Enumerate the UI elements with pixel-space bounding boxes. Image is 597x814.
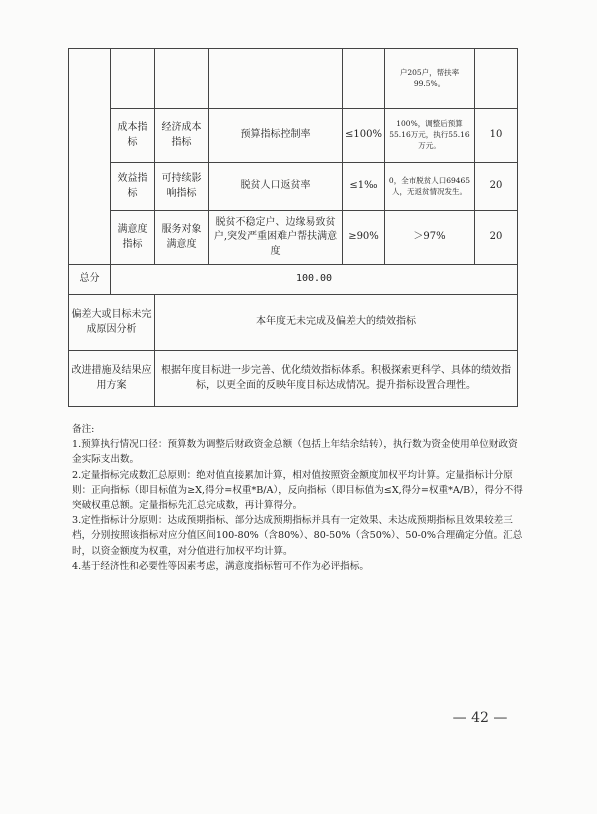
table-cell-target: ≤1‰ — [343, 163, 385, 211]
table-cell-blank — [343, 49, 385, 109]
performance-table — [68, 48, 518, 407]
note-item: 1.预算执行情况口径：预算数为调整后财政资金总额（包括上年结余结转），执行数为资金使用单位财政资金实际支出数。 — [72, 439, 518, 466]
table-row-total — [69, 265, 518, 295]
note-item: 4.基于经济性和必要性等因素考虑，满意度指标暂可不作为必评指标。 — [72, 560, 369, 572]
table-row — [69, 211, 518, 265]
table-row-improvement — [69, 351, 518, 407]
note-item: 2.定量指标完成数汇总原则：绝对值直接累加计算，相对值按照资金额度加权平均计算。定量指标计分原则：正向指标（即目标值为≥X,得分=权重*B/A），反向指标（即目标值为≤X,得分=权重*A/B），得分不得突破权重总额。定量指标先汇总完成数，再计算得分。 — [72, 469, 523, 512]
table-row — [69, 109, 518, 163]
notes-heading: 备注: — [72, 424, 95, 435]
table-row-deviation — [69, 295, 518, 351]
table-cell-blank — [475, 49, 518, 109]
table-cell-blank — [111, 49, 155, 109]
table-cell-level2: 经济成本指标 — [155, 109, 209, 163]
table-cell-level2: 服务对象满意度 — [155, 211, 209, 265]
table-cell-actual: ＞97% — [385, 211, 475, 265]
table-cell-actual: 100%，调整后预算55.16万元，执行55.16万元。 — [385, 109, 475, 163]
table-cell-indicator: 脱贫不稳定户、边缘易致贫户,突发严重困难户帮扶满意度 — [209, 211, 343, 265]
table-cell-score: 20 — [475, 163, 518, 211]
table-cell-actual: 户205户，帮扶率99.5%。 — [385, 49, 475, 109]
table-cell-indicator: 脱贫人口返贫率 — [209, 163, 343, 211]
table-cell-actual: 0，全市脱贫人口69465人，无返贫情况发生。 — [385, 163, 475, 211]
total-label: 总分 — [69, 265, 111, 295]
page-number: — 42 — — [452, 710, 508, 726]
note-item: 3.定性指标计分原则：达成预期指标、部分达成预期指标并具有一定效果、未达成预期指标且效果较差三档，分别按照该指标对应分值区间100-80%（含80%）、80-50%（含50%）、50-0%合理确定分值。汇总时，以资金额度为权重，对分值进行加权平均计算。 — [72, 515, 523, 557]
deviation-label: 偏差大或目标未完成原因分析 — [69, 295, 155, 351]
table-cell-score: 20 — [475, 211, 518, 265]
table-cell-score: 10 — [475, 109, 518, 163]
improvement-label: 改进措施及结果应用方案 — [69, 351, 155, 407]
table-cell-indicator: 预算指标控制率 — [209, 109, 343, 163]
table-cell-blank — [209, 49, 343, 109]
table-row — [69, 49, 518, 109]
table-cell-target: ≥90% — [343, 211, 385, 265]
deviation-value: 本年度无未完成及偏差大的绩效指标 — [155, 295, 518, 351]
notes-section — [72, 422, 524, 574]
table-cell-level1: 成本指标 — [111, 109, 155, 163]
table-cell-target: ≤100% — [343, 109, 385, 163]
table-row — [69, 163, 518, 211]
total-value: 100.00 — [111, 265, 518, 295]
table-cell-level1: 效益指标 — [111, 163, 155, 211]
table-cell-blank — [155, 49, 209, 109]
improvement-value: 根据年度目标进一步完善、优化绩效指标体系。积极探索更科学、具体的绩效指标，以更全面的反映年度目标达成情况。提升指标设置合理性。 — [155, 351, 518, 407]
table-cell-level2: 可持续影响指标 — [155, 163, 209, 211]
table-cell-level1: 满意度指标 — [111, 211, 155, 265]
table-cell-blank — [69, 49, 111, 265]
